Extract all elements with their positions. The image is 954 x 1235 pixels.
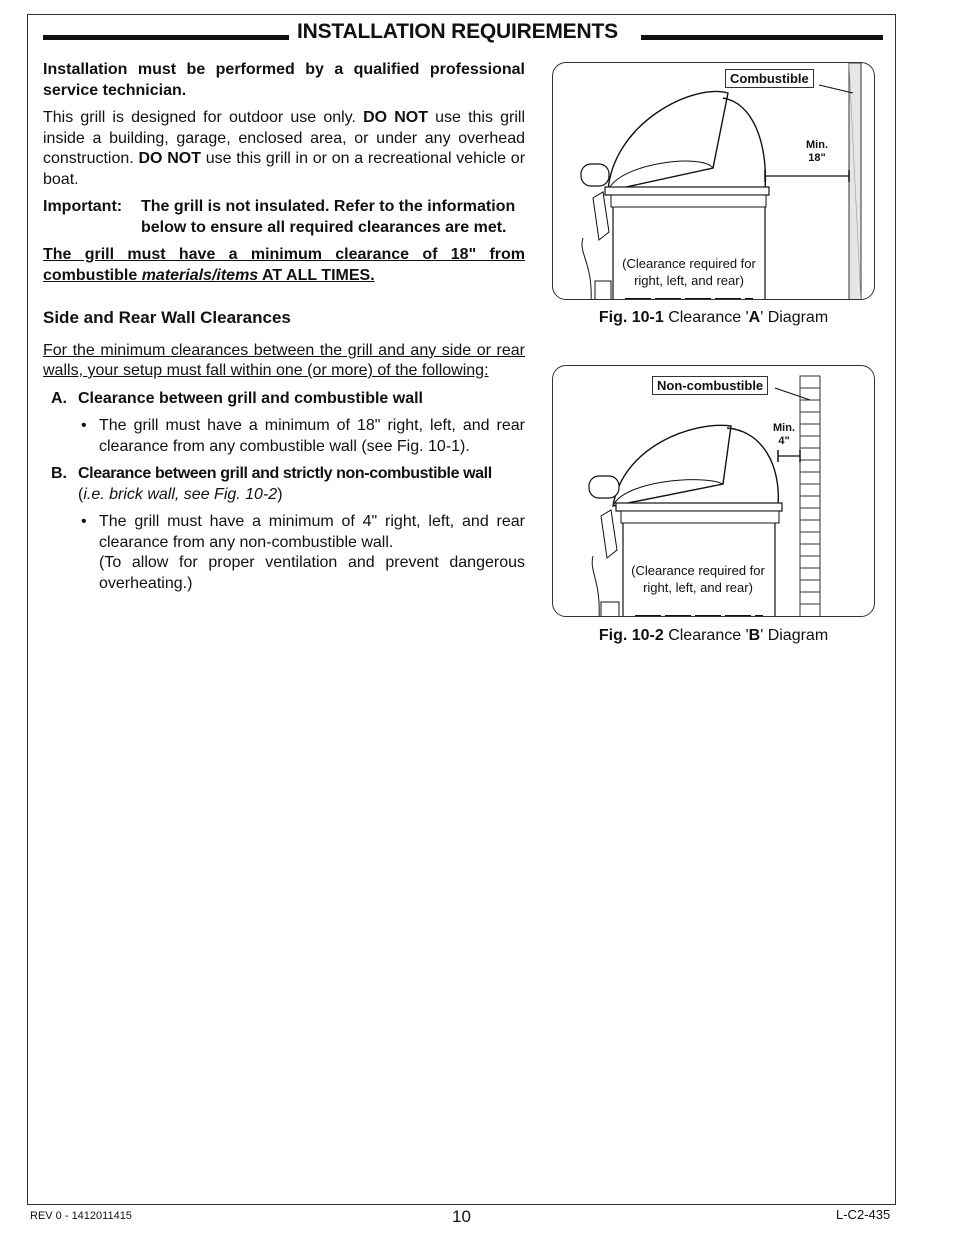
clearance-warning xyxy=(43,245,525,286)
bullet-text-b-wrap xyxy=(99,512,525,594)
non-combustible-tag: Non-combustible xyxy=(652,376,768,395)
document-code: L-C2-435 xyxy=(836,1207,891,1222)
min-value-a: 18" xyxy=(808,152,826,164)
outdoor-text-2: use this grill inside a building, garage, enclosed area, or under any overhead construction. xyxy=(43,109,526,167)
title-rule-right xyxy=(641,35,883,40)
bullet-b xyxy=(77,512,525,594)
do-not-emphasis-2: DO NOT xyxy=(138,150,201,167)
do-not-emphasis-1: DO NOT xyxy=(363,109,428,126)
caption-num-b: Fig. 10-2 xyxy=(598,627,664,644)
caption-pre-a: Clearance ' xyxy=(663,309,749,326)
page-number: 10 xyxy=(452,1207,471,1226)
min-4-label xyxy=(767,422,801,448)
important-label: Important: xyxy=(43,198,123,215)
list-subtitle-b: i.e. brick wall, see Fig. 10-2 xyxy=(83,485,278,503)
clearance-italic: materials/items xyxy=(141,266,259,284)
brick-wall xyxy=(800,376,820,617)
clearance-text-1: The grill must have a minimum clearance of 18" from combustible xyxy=(43,246,525,284)
qualified-notice: Installation must be performed by a qualified professional service technician. xyxy=(43,61,525,99)
section-heading: Side and Rear Wall Clearances xyxy=(43,308,291,327)
min-18-label xyxy=(799,139,835,165)
list-title-a: Clearance between grill and combustible wall xyxy=(78,389,423,407)
caption-letter-a: A xyxy=(748,309,761,326)
list-title-b: Clearance between grill and strictly non-combustible wall xyxy=(78,465,492,482)
list-letter-a: A. xyxy=(51,389,67,407)
page-title: INSTALLATION REQUIREMENTS xyxy=(289,20,626,44)
bullet-dot-b: • xyxy=(81,513,87,530)
combustible-tag: Combustible xyxy=(725,69,814,88)
min-label-b: Min. xyxy=(773,422,795,434)
title-rule-left xyxy=(43,35,289,40)
caption-post-a: ' Diagram xyxy=(760,309,829,326)
list-subtitle-b-wrap: (i.e. brick wall, see Fig. 10-2) xyxy=(78,485,283,503)
bullet-note-b: (To allow for proper ventilation and prevent dangerous overheating.) xyxy=(99,554,525,592)
main-column xyxy=(43,60,525,601)
figure-10-1 xyxy=(552,62,875,300)
min-value-b: 4" xyxy=(778,435,790,447)
clearance-note-a: (Clearance required for right, left, and rear) xyxy=(622,256,756,288)
outdoor-text-3: use this grill in or on a recreational vehicle or boat. xyxy=(43,150,526,188)
list-item-b xyxy=(43,464,525,505)
bullet-a xyxy=(77,416,525,457)
important-text: The grill is not insulated. Refer to the information below to ensure all required clearances are met. xyxy=(141,198,516,236)
list-title-b-wrap xyxy=(78,464,492,505)
list-letter-b: B. xyxy=(51,465,67,482)
figure-10-1-caption xyxy=(552,309,875,327)
list-item-a xyxy=(43,389,525,410)
figure-10-2 xyxy=(552,365,875,617)
important-note xyxy=(43,197,525,238)
bullet-dot-a: • xyxy=(81,417,87,434)
figure-10-2-caption xyxy=(552,627,875,645)
clearance-note-b: (Clearance required for right, left, and rear) xyxy=(631,563,765,595)
section-lead: For the minimum clearances between the grill and any side or rear walls, your setup must fall within one (or more) of the following: xyxy=(43,341,525,379)
outdoor-use-paragraph xyxy=(43,108,525,190)
caption-pre-b: Clearance ' xyxy=(663,627,749,644)
caption-num-a: Fig. 10-1 xyxy=(598,309,664,326)
revision-code: REV 0 - 1412011415 xyxy=(30,1210,132,1222)
bullet-text-a: The grill must have a minimum of 18" right, left, and rear clearance from any combustible wall (see Fig. 10-1). xyxy=(99,417,525,455)
clearance-text-2: AT ALL TIMES. xyxy=(258,266,375,284)
min-label-a: Min. xyxy=(806,139,828,151)
title-row xyxy=(43,18,883,50)
bullet-text-b: The grill must have a minimum of 4" right, left, and rear clearance from any non-combustible wall. xyxy=(99,513,525,551)
outdoor-text-1: This grill is designed for outdoor use only. xyxy=(43,109,364,126)
caption-post-b: ' Diagram xyxy=(760,627,829,644)
caption-letter-b: B xyxy=(748,627,761,644)
